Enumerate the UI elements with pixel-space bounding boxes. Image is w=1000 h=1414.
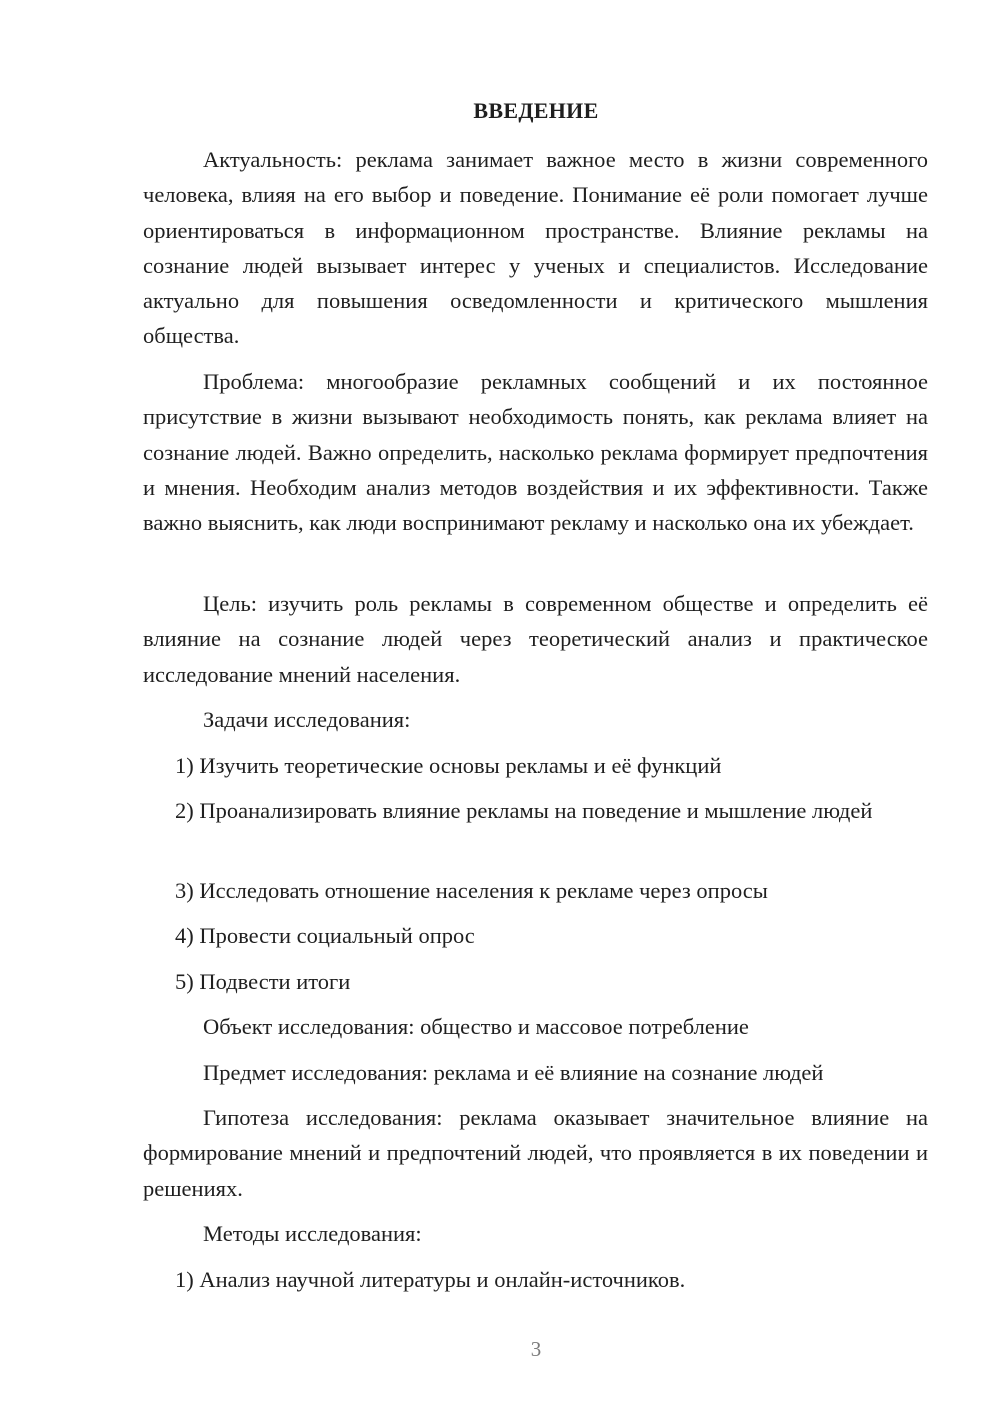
method-item-1: 1) Анализ научной литературы и онлайн-источников. [175,1267,686,1292]
problem-paragraph: Проблема: многообразие рекламных сообщений и их постоянное присутствие в жизни вызывают необходимость понять, как реклама влияет на сознание людей. Важно определить, насколько реклама формирует предпочтения и мнения. Необходим анализ методов воздействия и их эффективности. Также важно выяснить, как люди воспринимают рекламу и насколько она их убеждает. [143,369,928,536]
methods-heading: Методы исследования: [203,1221,422,1246]
task-item-4: 4) Провести социальный опрос [175,923,475,948]
task-item-2: 2) Проанализировать влияние рекламы на поведение и мышление людей [175,798,873,823]
task-item-5: 5) Подвести итоги [175,969,351,994]
page-title: ВВЕДЕНИЕ [473,98,599,123]
task-item-3: 3) Исследовать отношение населения к рекламе через опросы [175,878,768,903]
tasks-heading: Задачи исследования: [203,707,411,732]
research-subject: Предмет исследования: реклама и её влияние на сознание людей [203,1060,824,1085]
hypothesis-paragraph: Гипотеза исследования: реклама оказывает значительное влияние на формирование мнений и предпочтений людей, что проявляется в их поведении и решениях. [143,1105,928,1201]
research-object: Объект исследования: общество и массовое потребление [203,1014,749,1039]
task-item-1: 1) Изучить теоретические основы рекламы и её функций [175,753,722,778]
relevance-paragraph: Актуальность: реклама занимает важное место в жизни современного человека, влияя на его выбор и поведение. Понимание её роли помогает лучше ориентироваться в информационном пространстве. Влияние рекламы на сознание людей вызывает интерес у ученых и специалистов. Исследование актуально для повышения осведомленности и критического мышления общества. [143,147,928,349]
page-number: 3 [530,1337,542,1361]
goal-paragraph: Цель: изучить роль рекламы в современном обществе и определить её влияние на сознание людей через теоретический анализ и практическое исследование мнений населения. [143,591,928,687]
